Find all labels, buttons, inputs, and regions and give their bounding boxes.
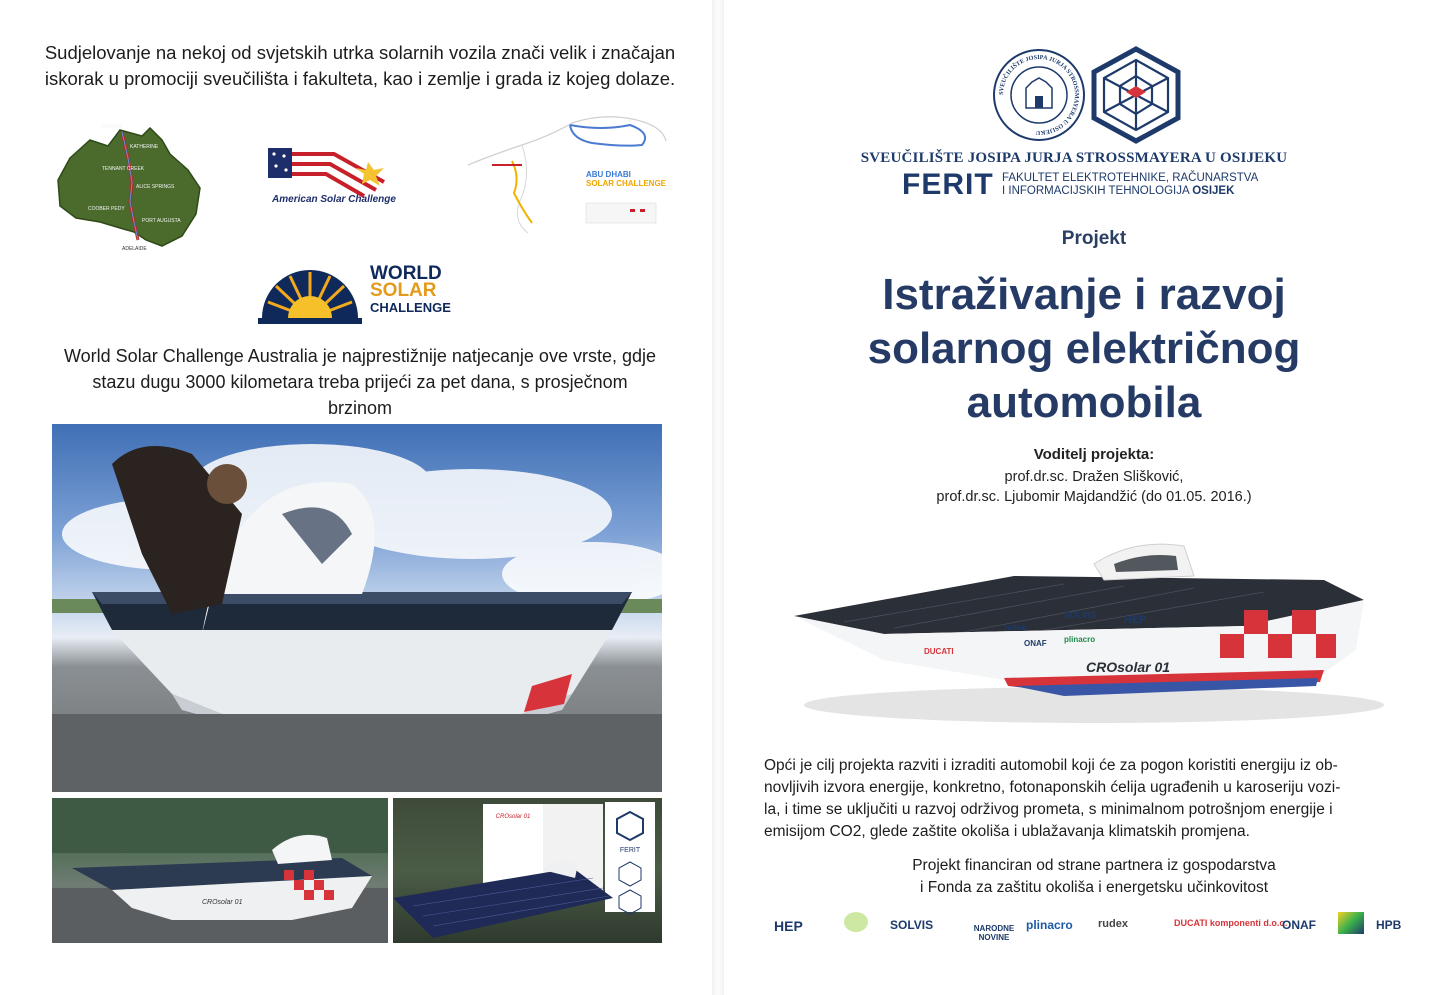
wsc-word-challenge: CHALLENGE: [370, 300, 451, 315]
university-name: SVEUČILIŠTE JOSIPA JURJA STROSSMAYERA U OSIJEKU: [860, 150, 1288, 166]
wsc-desc-line-1: World Solar Challenge Australia je najprestižnije natjecanje ove vrste, gdje: [64, 346, 656, 366]
project-title: [784, 268, 1384, 430]
goal-line-4: emisijom CO2, glede zaštite okoliša i ublažavanja klimatskih promjena.: [764, 823, 1250, 840]
project-title-line-1: Istraživanje i razvoj: [882, 270, 1286, 319]
wsc-sun-icon: [258, 262, 362, 324]
partner-rudex-logo: rudex: [1098, 918, 1128, 930]
american-solar-challenge-logo: [264, 140, 404, 208]
aus-label-adelaide: ADELAIDE: [122, 246, 147, 252]
funding-line-1: Projekt financiran od strane partnera iz gospodarstva: [912, 857, 1276, 874]
abu-dhabi-route-map: [462, 105, 672, 237]
abu-logo-line2: SOLAR CHALLENGE: [586, 179, 666, 188]
partner-narodne-novine-logo: NARODNE NOVINE: [973, 924, 1015, 942]
asc-logo-label: American Solar Challenge: [272, 194, 396, 205]
car-name-label: CROsolar 01: [1086, 659, 1171, 675]
exhibit-banner-brand: FERIT: [619, 847, 641, 854]
solar-car-exhibit-illustration: [393, 798, 662, 943]
faculty-city: OSIJEK: [1192, 185, 1235, 197]
wsc-desc-line-2: stazu dugu 3000 kilometara treba prijeći za pet dana, s prosječnom brzinom: [92, 372, 628, 418]
university-seal-icon: [992, 48, 1086, 142]
right-page: [724, 0, 1430, 995]
goal-line-3: la, i time se uključiti u razvoj održivog prometa, s minimalnom potrošnjom energije i: [764, 801, 1333, 818]
seal-arc-text: SVEUČILIŠTE JOSIPA JURJA STROSSMAYERA U OSIJEKU: [997, 53, 1081, 137]
car-sponsor-rudex: rudex: [1004, 623, 1026, 632]
solar-car-photo-main: [52, 424, 662, 792]
partner-hpb-logo: HPB: [1376, 918, 1402, 932]
solar-car-park-illustration: [52, 798, 388, 943]
project-leader-names: [814, 467, 1374, 507]
park-car-label: CROsolar 01: [202, 899, 243, 906]
solar-car-photo-exhibit: [393, 798, 662, 943]
car-sponsor-hep: HEP: [1124, 614, 1147, 626]
exhibit-banner-title: CROsolar 01: [495, 814, 531, 820]
project-goal-text: [764, 755, 1414, 843]
aus-label-augusta: PORT AUGUSTA: [142, 218, 181, 224]
partner-hep-logo: HEP: [774, 918, 803, 934]
car-sponsor-solvis: SOLVIS: [1064, 610, 1097, 620]
wsc-word-solar: SOLAR: [370, 280, 437, 301]
faculty-header: [902, 168, 1262, 204]
aus-label-tennant: TENNANT CREEK: [102, 166, 145, 172]
crosolar-car-render: [764, 530, 1404, 730]
project-title-line-2: solarnog električnog: [867, 324, 1301, 373]
partner-fzoeu-logo-icon: [844, 912, 868, 932]
aus-label-alice: ALICE SPRINGS: [136, 184, 175, 190]
faculty-full-line-2: I INFORMACIJSKIH TEHNOLOGIJA: [1002, 185, 1193, 197]
abu-logo-line1: ABU DHABI: [586, 170, 631, 179]
project-leader-2: prof.dr.sc. Ljubomir Majdandžić (do 01.05. 2016.): [936, 489, 1252, 505]
partner-fund-logo-icon: [1338, 912, 1364, 934]
australia-route-map: [50, 118, 210, 253]
car-sponsor-plinacro: plinacro: [1064, 635, 1096, 644]
aus-label-darwin: DARWIN: [102, 124, 123, 130]
wsc-word-world: WORLD: [370, 263, 442, 284]
funding-line-2: i Fonda za zaštitu okoliša i energetsku učinkovitost: [919, 879, 1269, 896]
project-label: Projekt: [1061, 228, 1127, 249]
faculty-full-name: [1002, 172, 1258, 198]
solar-car-photo-park: [52, 798, 388, 943]
partner-plinacro-logo: plinacro: [1026, 918, 1073, 932]
funding-text: [814, 855, 1374, 899]
aus-label-coober: COOBER PEDY: [88, 206, 125, 212]
intro-line-1: Sudjelovanje na nekoj od svjetskih utrka solarnih vozila znači velik i značajan: [44, 42, 676, 63]
partner-ducati-logo: DUCATI komponenti d.o.o.: [1174, 918, 1288, 928]
world-solar-challenge-logo: [258, 262, 468, 324]
solar-car-main-illustration: [52, 424, 662, 792]
aus-label-katherine: KATHERINE: [130, 144, 159, 150]
goal-line-2: novljivih izvora energije, konkretno, fotonaponskih ćelija ugrađenih u karoseriju vozi-: [764, 779, 1341, 796]
partner-onaf-logo: ONAF: [1282, 918, 1316, 932]
partner-solvis-logo: SOLVIS: [890, 918, 934, 932]
intro-line-2: iskorak u promociji sveučilišta i fakulteta, kao i zemlje i grada iz kojeg dolaze.: [44, 68, 676, 89]
car-sponsor-ducati: DUCATI: [924, 647, 954, 656]
faculty-abbr: FERIT: [902, 168, 994, 201]
partner-logos: [764, 910, 1424, 946]
left-page: [0, 0, 712, 995]
goal-line-1: Opći je cilj projekta razviti i izraditi automobil koji će za pogon koristiti energiju iz ob-: [764, 757, 1338, 774]
project-title-line-3: automobila: [966, 378, 1202, 427]
page-fold: [712, 0, 724, 995]
ferit-hexagon-logo-icon: [1090, 46, 1182, 144]
car-sponsor-onaf: ONAF: [1024, 639, 1047, 648]
project-leader-1: prof.dr.sc. Dražen Slišković,: [1004, 469, 1184, 485]
project-leader-label: Voditelj projekta:: [1033, 446, 1155, 463]
intro-text: [40, 40, 680, 92]
faculty-full-line-1: FAKULTET ELEKTROTEHNIKE, RAČUNARSTVA: [1002, 172, 1259, 184]
